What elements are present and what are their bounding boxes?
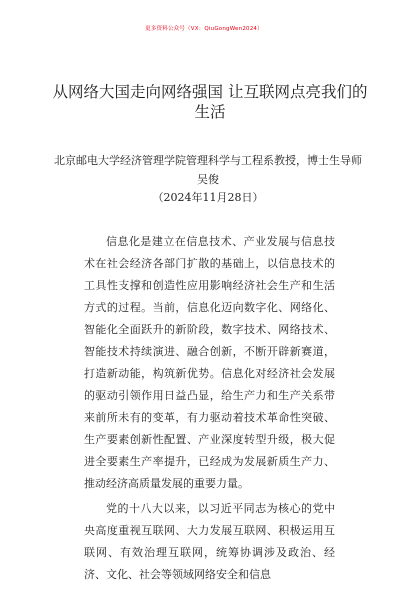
document-title: 从网络大国走向网络强国 让互联网点亮我们的生活 <box>52 83 368 121</box>
author-line: 北京邮电大学经济管理学院管理科学与工程系教授，博士生导师吴俊 <box>54 154 362 186</box>
paragraph: 党的十八大以来，以习近平同志为核心的党中央高度重视互联网、大力发展互联网、积极运用互联网、有效治理互联网，统筹协调涉及政治、经济、文化、社会等领域网络安全和信息 <box>84 502 335 581</box>
paragraph: 信息化是建立在信息技术、产业发展与信息技术在社会经济各部门扩散的基础上，以信息技术的工具性支撑和创造性应用影响经济社会生产和生活方式的过程。当前，信息化迈向数字化、网络化、智能化全面跃升的新阶段，数字技术、网络技术、智能技术持续演进、融合创新，不断开辟新赛道，打造新动能，构筑新优势。信息化对经济社会发展的驱动引领作用日益凸显，给生产力和生产关系带来前所未有的变革，有力驱动着技术革命性突破、生产要素创新性配置、产业深度转型升级，极大促进全要素生产率提升，已经成为发展新质生产力、推动经济高质量发展的重要力量。 <box>84 235 335 490</box>
publication-date: （2024年11月28日） <box>152 191 264 204</box>
watermark-header: 更多资料公众号（VX：QiuGongWen2024） <box>145 26 263 32</box>
article-body <box>84 231 335 589</box>
